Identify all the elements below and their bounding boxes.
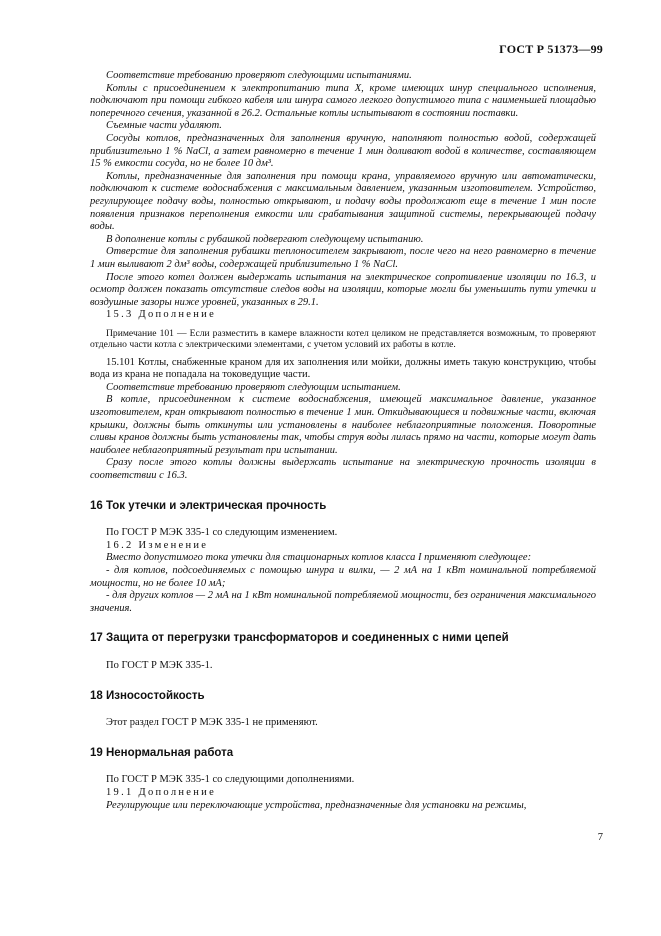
subsection-label: 19.1 Дополнение xyxy=(106,786,217,798)
paragraph: Сразу после этого котлы должны выдержать испытание на электрическую прочность изоляции в соответствии с 16.3. xyxy=(90,457,596,482)
paragraph: По ГОСТ Р МЭК 335-1. xyxy=(106,659,213,671)
page-number: 7 xyxy=(597,832,603,843)
paragraph: После этого котел должен выдержать испытания на электрическое сопротивление изоляции по 16.3, и осмотр должен показать отсутствие следов воды на изоляции, которые могли бы уменьшить пути утечки и воздушные зазоры ниже уровней, указанных в 29.1. xyxy=(90,271,596,308)
section-heading: 16 Ток утечки и электрическая прочность xyxy=(90,499,327,512)
section-heading: 19 Ненормальная работа xyxy=(90,746,234,759)
paragraph: По ГОСТ Р МЭК 335-1 со следующим изменением. xyxy=(106,527,338,539)
paragraph: Котлы, предназначенные для заполнения при помощи крана, управляемого вручную или автоматически, подключают к системе водоснабжения с максимальным давлением, указанным изготовителем. Устройство, регулирующее подачу воды, полностью открывают, и подачу воды продолжают еще в течение 1 мин после появления признаков переполнения емкости или срабатывания защитной системы, перекрывающей подачу воды. xyxy=(90,170,596,233)
paragraph: Вместо допустимого тока утечки для стационарных котлов класса I применяют следующее: xyxy=(106,552,532,564)
paragraph: В котле, присоединенном к системе водоснабжения, имеющей максимальное давление, указанное изготовителем, кран открывают полностью в течение 1 мин. Откидывающиеся и подвижные части, включая крышки, должны быть откинуты или установлены в наиболее неблагоприятные положения. Поворотные сливы кранов должны быть установлены так, чтобы струя воды лилась прямо на части, которые могут дать наиболее неблагоприятный результат при испытании. xyxy=(90,394,596,456)
list-item: - для других котлов — 2 мА на 1 кВт номинальной потребляемой мощности, без ограничения максимального значения. xyxy=(90,590,596,614)
paragraph: Отверстие для заполнения рубашки теплоносителем закрывают, после чего на него равномерно в течение 1 мин выливают 2 дм³ воды, содержащей приблизительно 1 % NaCl. xyxy=(90,246,596,270)
section-heading: 18 Износостойкость xyxy=(90,689,205,702)
paragraph: Соответствие требованию проверяют следующим испытанием. xyxy=(106,381,401,393)
paragraph: По ГОСТ Р МЭК 335-1 со следующими дополнениями. xyxy=(106,774,355,786)
paragraph: В дополнение котлы с рубашкой подвергают следующему испытанию. xyxy=(106,233,424,245)
paragraph: Соответствие требованию проверяют следующими испытаниями. xyxy=(106,70,412,81)
section-heading: 17 Защита от перегрузки трансформаторов и соединенных с ними цепей xyxy=(90,632,509,645)
list-item: - для котлов, подсоединяемых с помощью шнура и вилки, — 2 мА на 1 кВт номинальной потребляемой мощности, но не более 10 мА; xyxy=(90,565,596,589)
page-body xyxy=(90,70,596,812)
subsection-label: 16.2 Изменение xyxy=(106,539,209,551)
paragraph: Котлы с присоединением к электропитанию типа X, кроме имеющих шнур специального исполнения, подключают при помощи гибкого кабеля или шнура самого легкого допустимого типа с наименьшей площадью поперечного сечения, указанной в 26.2. Остальные котлы испытывают в состоянии поставки. xyxy=(90,82,596,119)
subsection-label: 15.3 Дополнение xyxy=(106,309,217,321)
paragraph: 15.101 Котлы, снабженные краном для их заполнения или мойки, должны иметь такую конструкцию, чтобы вода из крана не попадала на токоведущие части. xyxy=(90,356,596,381)
paragraph: Сосуды котлов, предназначенных для заполнения вручную, наполняют полностью водой, содержащей приблизительно 1 % NaCl, а затем равномерно в течение 1 мин доливают водой в количестве, составляющем 15 % емкости сосуда, но не более 10 дм³. xyxy=(90,132,596,170)
document-id: ГОСТ Р 51373—99 xyxy=(499,42,603,56)
paragraph: Съемные части удаляют. xyxy=(106,120,222,132)
paragraph: Регулирующие или переключающие устройства, предназначенные для установки на режимы, xyxy=(106,799,527,811)
paragraph: Этот раздел ГОСТ Р МЭК 335-1 не применяют. xyxy=(106,717,318,729)
note: Примечание 101 — Если разместить в камере влажности котел целиком не представляется возможным, то проверяют отдельно части котла с электрическими элементами, с учетом условий их работы в котле. xyxy=(90,327,596,351)
